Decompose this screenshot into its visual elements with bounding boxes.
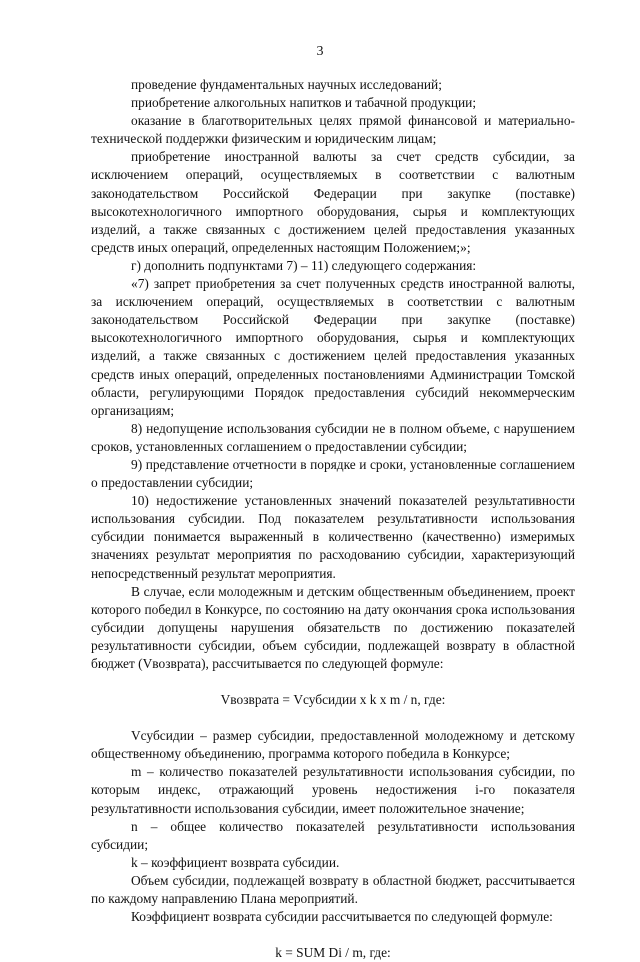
paragraph-item-9: 9) представление отчетности в порядке и сроки, установленные соглашением о предоставлении субсидии; [91,456,575,491]
paragraph-foreign-currency: приобретение иностранной валюты за счет средств субсидии, за исключением операций, осуществляемых в соответствии с валютным законодательством Российской Федерации при закупке (поставке) высокотехнологичного импортного оборудования, сырья и комплектующих изделий, а также связанных с достижением целей предоставления указанных средств иных операций, определенных настоящим Положением;»; [91,149,575,255]
formula-refund-coefficient: k = SUM Di / m, где: [275,945,391,961]
paragraph-def-m: m – количество показателей результативности использования субсидии, по которым индекс, отражающий уровень недостижения i-го показателя результативности использования субсидии, имеет положительное значение; [91,764,575,816]
paragraph-charity-support: оказание в благотворительных целях прямой финансовой и материально-технической поддержки физическим и юридическим лицам; [91,113,575,147]
formula-refund-volume: Vвозврата = Vсубсидии x k x m / n, где: [220,692,446,708]
paragraph-fundamental-research: проведение фундаментальных научных исследований; [131,77,442,92]
paragraph-def-k: k – коэффициент возврата субсидии. [131,854,340,870]
paragraph-refund-case: В случае, если молодежным и детским общественным объединением, проект которого победил в Конкурсе, по состоянию на дату окончания срока использования субсидии допущены нарушения обязательств по достижению показателей результативности субсидии, объем субсидии, подлежащей возврату в областной бюджет (Vвозврата), рассчитывается по следующей формуле: [91,583,575,671]
paragraph-item-10: 10) недостижение установленных значений показателей результативности использования субсидии. Под показателем результативности использования субсидии понимается выраженный в количественно (качественно) измеримых значениях результат мероприятия по расходованию субсидии, характеризующий непосредственный результат мероприятия. [91,493,575,581]
paragraph-coefficient-intro: Коэффициент возврата субсидии рассчитывается по следующей формуле: [131,909,553,925]
paragraph-alcohol-tobacco: приобретение алкогольных напитков и табачной продукции; [131,95,477,111]
paragraph-def-n: n – общее количество показателей результативности использования субсидии; [91,818,575,852]
page-number: 3 [316,44,324,59]
paragraph-amendment-subitems: г) дополнить подпунктами 7) – 11) следующего содержания: [131,257,477,273]
paragraph-refund-by-direction: Объем субсидии, подлежащей возврату в областной бюджет, рассчитывается по каждому направлению Плана мероприятий. [91,872,575,907]
paragraph-item-7: «7) запрет приобретения за счет полученных средств иностранной валюты, за исключением операций, осуществляемых в соответствии с валютным законодательством Российской Федерации при закупке (поставке) высокотехнологичного импортного оборудования, сырья и комплектующих изделий, а также связанных с достижением целей предоставления указанных средств иных операций, определенных постановлениями Администрации Томской области, регулирующими Порядок предоставления субсидий некоммерческим организациям; [91,276,575,418]
paragraph-item-8: 8) недопущение использования субсидии не в полном объеме, с нарушением сроков, установленных соглашением о предоставлении субсидии; [91,420,575,454]
document-body [91,76,575,962]
paragraph-def-vsubsidy: Vсубсидии – размер субсидии, предоставленной молодежному и детскому общественному объединению, программа которого победила в Конкурсе; [91,728,575,762]
